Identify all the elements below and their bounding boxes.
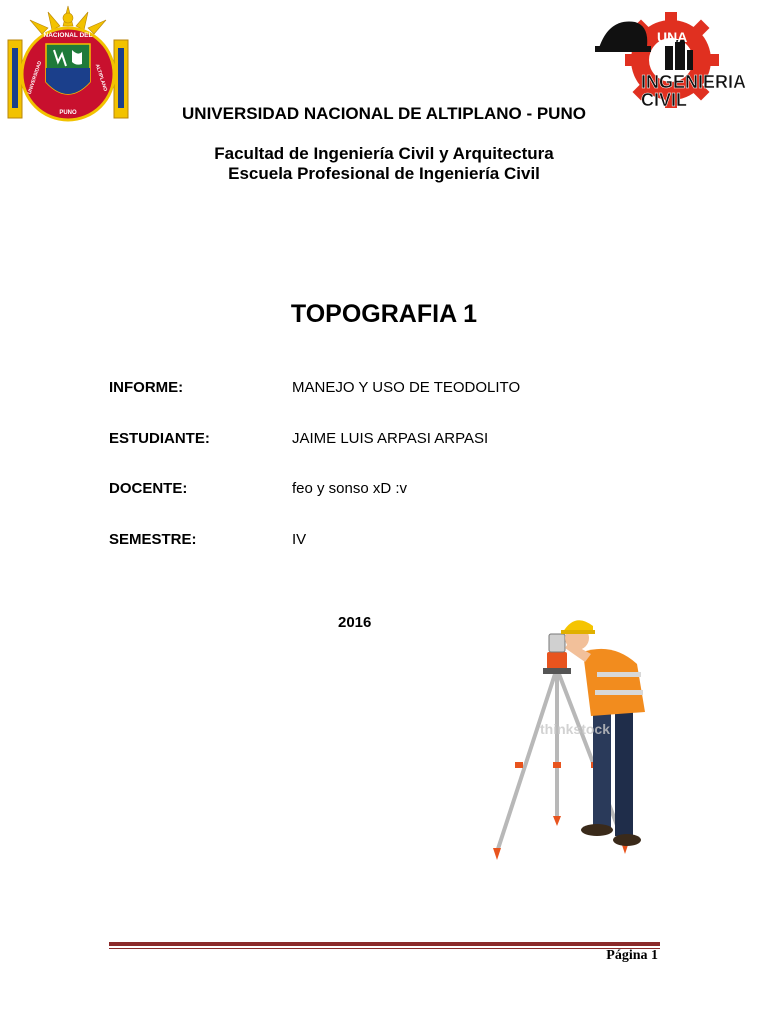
course-title: TOPOGRAFIA 1: [290, 300, 478, 328]
semestre-label: SEMESTRE:: [109, 531, 197, 548]
logo-text-line2: CIVIL: [641, 90, 688, 110]
watermark-text: thinkstock: [539, 721, 611, 737]
crest-ring-text-right: ALTIPLANO: [93, 63, 109, 93]
logo-text-line1: INGENIERIA: [641, 72, 747, 92]
year: 2016: [338, 614, 372, 631]
school-name: Escuela Profesional de Ingeniería Civil: [228, 164, 540, 183]
footer-rule-thin: [109, 948, 660, 949]
docente-label: DOCENTE:: [109, 480, 188, 497]
estudiante-label: ESTUDIANTE:: [109, 430, 210, 447]
page-number: Página 1: [606, 948, 658, 963]
logo-text-top: UNA: [657, 29, 688, 45]
docente-value: feo y sonso xD :v: [292, 480, 408, 497]
civil-engineering-logo: [595, 10, 755, 112]
informe-label: INFORME:: [109, 379, 184, 396]
semestre-value: IV: [292, 531, 307, 548]
footer-rule-thick: [109, 942, 660, 946]
faculty-name: Facultad de Ingeniería Civil y Arquitectura: [214, 144, 554, 163]
university-name: UNIVERSIDAD NACIONAL DE ALTIPLANO - PUNO: [182, 104, 586, 123]
crest-ring-text-top: NACIONAL DEL: [43, 32, 93, 39]
crest-ring-text-bottom: PUNO: [59, 110, 77, 116]
informe-value: MANEJO Y USO DE TEODOLITO: [292, 379, 521, 396]
crest-ring-text-left: UNIVERSIDAD: [26, 60, 44, 96]
surveyor-with-theodolite-image: [485, 612, 660, 867]
estudiante-value: JAIME LUIS ARPASI ARPASI: [292, 430, 489, 447]
